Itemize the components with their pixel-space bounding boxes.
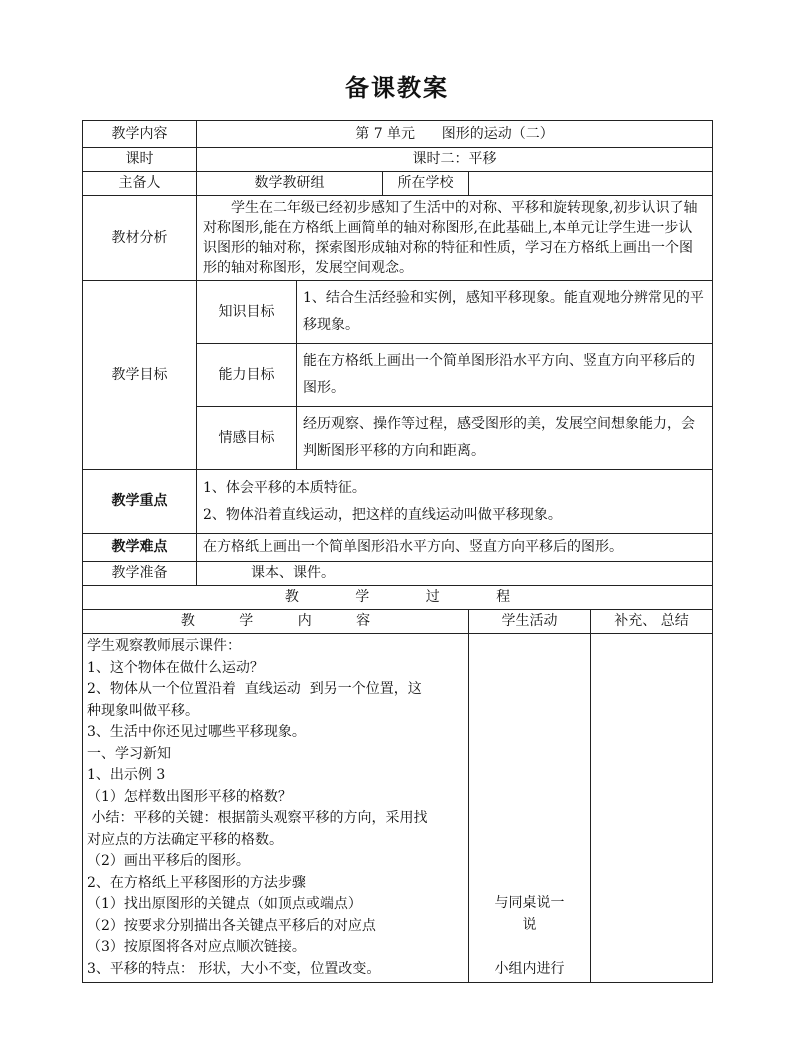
preparer-value: 数学教研组 bbox=[197, 172, 383, 196]
key-label: 教学重点 bbox=[83, 470, 197, 534]
process-line: （1）怎样数出图形平移的格数？ bbox=[87, 788, 292, 805]
process-content bbox=[83, 634, 469, 983]
process-col-summary: 补充、 总结 bbox=[591, 610, 713, 634]
process-activity bbox=[469, 634, 591, 983]
key-line: 1、体会平移的本质特征。 bbox=[203, 479, 366, 496]
process-line: 种现象叫做平移。 bbox=[87, 702, 199, 719]
activity-line: 小组内进行 bbox=[494, 961, 565, 977]
row-process-header bbox=[83, 586, 713, 610]
row-key bbox=[83, 470, 713, 534]
process-line: 对应点的方法确定平移的格数。 bbox=[87, 831, 283, 848]
row-goal-knowledge bbox=[83, 281, 713, 344]
process-col-content: 教 学 内 容 bbox=[83, 610, 469, 634]
difficulty-label: 教学难点 bbox=[83, 534, 197, 562]
process-col-activity: 学生活动 bbox=[469, 610, 591, 634]
goal-text-knowledge: 1、结合生活经验和实例，感知平移现象。能直观地分辨常见的平移现象。 bbox=[297, 281, 713, 344]
row-period bbox=[83, 148, 713, 172]
goal-text-ability: 能在方格纸上画出一个简单图形沿水平方向、竖直方向平移后的图形。 bbox=[297, 344, 713, 407]
period-value: 课时二：平移 bbox=[197, 148, 713, 172]
analysis-text: 学生在二年级已经初步感知了生活中的对称、平移和旋转现象,初步认识了轴对称图形,能在方格纸上画简单的轴对称图形,在此基础上,本单元让学生进一步认识图形的轴对称，探索图形成轴对称的特征和性质，学习在方格纸上画出一个图形的轴对称图形，发展空间观念。 bbox=[197, 196, 713, 281]
content-value: 第 7 单元 图形的运动（二） bbox=[197, 121, 713, 148]
content-label: 教学内容 bbox=[83, 121, 197, 148]
goal-text-emotion: 经历观察、操作等过程，感受图形的美，发展空间想象能力，会判断图形平移的方向和距离。 bbox=[297, 407, 713, 470]
goal-label-emotion: 情感目标 bbox=[197, 407, 297, 470]
goal-label-ability: 能力目标 bbox=[197, 344, 297, 407]
activity-line: 与同桌说一 bbox=[494, 895, 565, 911]
row-process-body bbox=[83, 634, 713, 983]
analysis-label: 教材分析 bbox=[83, 196, 197, 281]
process-line: 学生观察教师展示课件： bbox=[87, 638, 241, 654]
process-line: 2、在方格纸上平移图形的方法步骤 bbox=[87, 874, 306, 891]
row-preparer bbox=[83, 172, 713, 196]
process-line: （2）画出平移后的图形。 bbox=[87, 853, 250, 869]
goal-label-knowledge: 知识目标 bbox=[197, 281, 297, 344]
activity-line bbox=[473, 936, 586, 958]
row-analysis bbox=[83, 196, 713, 281]
process-line: （1）找出原图形的关键点（如顶点或端点） bbox=[87, 896, 362, 912]
difficulty-text: 在方格纸上画出一个简单图形沿水平方向、竖直方向平移后的图形。 bbox=[197, 534, 713, 562]
preparer-label: 主备人 bbox=[83, 172, 197, 196]
key-text bbox=[197, 470, 713, 534]
row-content bbox=[83, 121, 713, 148]
row-difficulty bbox=[83, 534, 713, 562]
school-value bbox=[469, 172, 713, 196]
row-prep bbox=[83, 562, 713, 586]
lesson-plan-table bbox=[82, 120, 713, 983]
row-process-cols bbox=[83, 610, 713, 634]
process-line: 3、平移的特点： 形状，大小不变，位置改变。 bbox=[87, 960, 381, 977]
process-line: 1、出示例 3 bbox=[87, 767, 166, 783]
process-line: 一、学习新知 bbox=[87, 745, 171, 762]
prep-label: 教学准备 bbox=[83, 562, 197, 586]
key-line: 2、物体沿着直线运动，把这样的直线运动叫做平移现象。 bbox=[203, 506, 562, 523]
school-label: 所在学校 bbox=[383, 172, 469, 196]
process-line: 2、物体从一个位置沿着 直线运动 到另一个位置，这 bbox=[87, 681, 422, 697]
process-header: 教 学 过 程 bbox=[83, 586, 713, 610]
process-line: 3、生活中你还见过哪些平移现象。 bbox=[87, 724, 306, 740]
process-summary bbox=[591, 634, 713, 983]
goals-label: 教学目标 bbox=[83, 281, 197, 470]
activity-line: 说 bbox=[522, 917, 537, 933]
process-line: 小结：平移的关键：根据箭头观察平移的方向，采用找 bbox=[87, 810, 428, 826]
process-line: （2）按要求分别描出各关键点平移后的对应点 bbox=[87, 917, 376, 934]
page-title: 备课教案 bbox=[345, 74, 449, 102]
prep-text: 课本、课件。 bbox=[197, 562, 713, 586]
period-label: 课时 bbox=[83, 148, 197, 172]
process-line: （3）按原图将各对应点顺次链接。 bbox=[87, 939, 306, 955]
process-line: 1、这个物体在做什么运动？ bbox=[87, 659, 264, 676]
